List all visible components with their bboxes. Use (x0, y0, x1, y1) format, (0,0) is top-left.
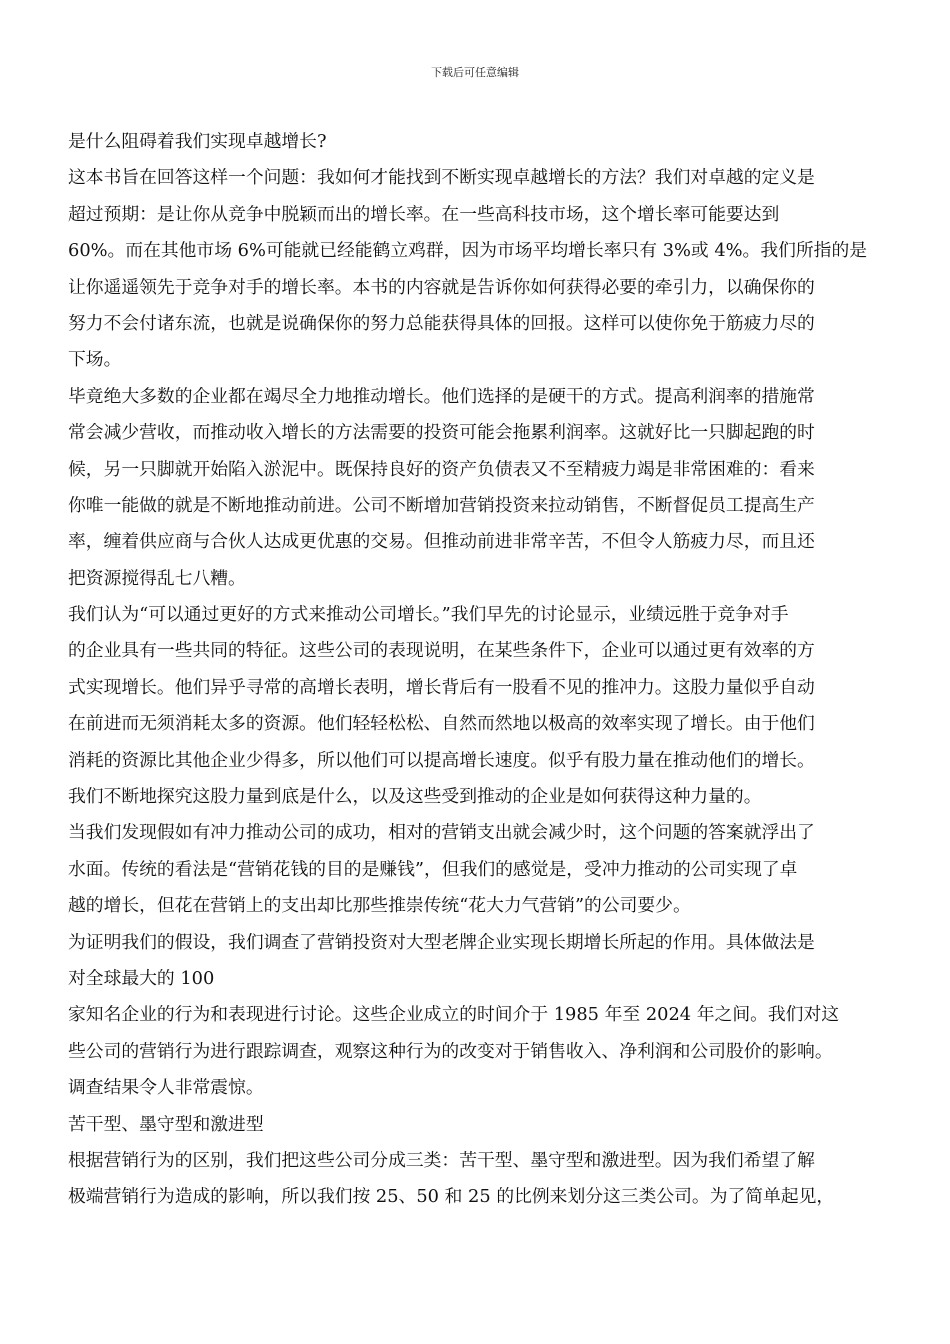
text-line: 毕竟绝大多数的企业都在竭尽全力地推动增长。他们选择的是硬干的方式。提高利润率的措施常 (68, 385, 815, 407)
document-body (68, 124, 894, 1216)
page-header: 下载后可任意编辑 (431, 66, 519, 79)
text-line: 当我们发现假如有冲力推动公司的成功，相对的营销支出就会减少时，这个问题的答案就浮出了 (68, 822, 815, 844)
text-line: 率，缠着供应商与合伙人达成更优惠的交易。但推动前进非常辛苦，不但令人筋疲力尽，而且还 (68, 531, 815, 553)
section-heading: 苦干型、墨守型和激进型 (68, 1113, 264, 1135)
text-line: 极端营销行为造成的影响，所以我们按 25、50 和 25 的比例来划分这三类公司。为了简单起见， (68, 1186, 835, 1208)
text-line: 候，另一只脚就开始陷入淤泥中。既保持良好的资产负债表又不至精疲力竭是非常困难的：看来 (68, 458, 815, 480)
text-line: 对全球最大的 100 (68, 967, 215, 989)
text-line: 我们认为“可以通过更好的方式来推动公司增长。”我们早先的讨论显示，业绩远胜于竞争对手 (68, 604, 789, 626)
text-line: 的企业具有一些共同的特征。这些公司的表现说明，在某些条件下，企业可以通过更有效率的方 (68, 640, 815, 662)
text-line: 你唯一能做的就是不断地推动前进。公司不断增加营销投资来拉动销售，不断督促员工提高生产 (68, 494, 815, 516)
section-heading: 是什么阻碍着我们实现卓越增长? (68, 131, 327, 152)
text-line: 让你遥遥领先于竞争对手的增长率。本书的内容就是告诉你如何获得必要的牵引力，以确保你的 (68, 276, 815, 298)
text-line: 这本书旨在回答这样一个问题：我如何才能找到不断实现卓越增长的方法？我们对卓越的定义是 (68, 167, 815, 189)
text-line: 家知名企业的行为和表现进行讨论。这些企业成立的时间介于 1985 年至 2024 年之间。我们对这 (68, 1004, 840, 1026)
text-line: 调查结果令人非常震惊。 (68, 1077, 264, 1099)
text-line: 我们不断地探究这股力量到底是什么，以及这些受到推动的企业是如何获得这种力量的。 (68, 786, 762, 808)
text-line: 根据营销行为的区别，我们把这些公司分成三类：苦干型、墨守型和激进型。因为我们希望了解 (68, 1149, 815, 1171)
text-line: 越的增长，但花在营销上的支出却比那些推崇传统“花大力气营销”的公司要少。 (68, 895, 691, 917)
text-line: 努力不会付诸东流，也就是说确保你的努力总能获得具体的回报。这样可以使你免于筋疲力尽的 (68, 312, 815, 334)
text-line: 为证明我们的假设，我们调查了营销投资对大型老牌企业实现长期增长所起的作用。具体做法是 (68, 931, 815, 953)
text-line: 常会减少营收，而推动收入增长的方法需要的投资可能会拖累利润率。这就好比一只脚起跑的时 (68, 422, 815, 444)
text-line: 在前进而无须消耗太多的资源。他们轻轻松松、自然而然地以极高的效率实现了增长。由于他们 (68, 713, 815, 735)
text-line: 把资源搅得乱七八糟。 (68, 567, 246, 589)
text-line: 消耗的资源比其他企业少得多，所以他们可以提高增长速度。似乎有股力量在推动他们的增长。 (68, 749, 815, 771)
text-line: 60%。而在其他市场 6%可能就已经能鹤立鸡群，因为市场平均增长率只有 3%或 4%。我们所指的是 (68, 240, 868, 262)
text-line: 些公司的营销行为进行跟踪调查，观察这种行为的改变对于销售收入、净利润和公司股价的影响。 (68, 1040, 833, 1062)
text-line: 式实现增长。他们异乎寻常的高增长表明，增长背后有一股看不见的推冲力。这股力量似乎自动 (68, 676, 815, 698)
text-line: 水面。传统的看法是“营销花钱的目的是赚钱”，但我们的感觉是，受冲力推动的公司实现了卓 (68, 858, 798, 880)
text-line: 超过预期：是让你从竞争中脱颖而出的增长率。在一些高科技市场，这个增长率可能要达到 (68, 203, 780, 225)
text-line: 下场。 (68, 349, 122, 371)
